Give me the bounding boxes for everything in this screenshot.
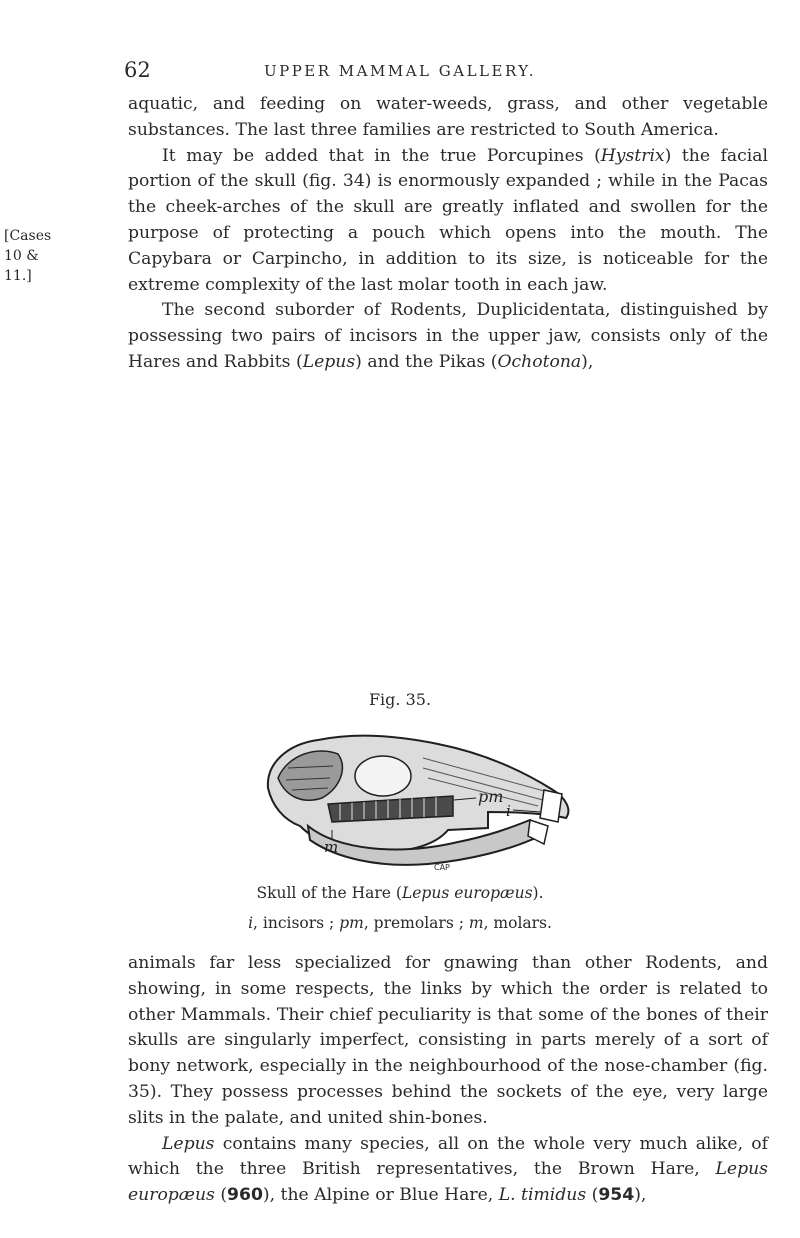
text-span: ), [634,1185,647,1206]
text-block-top [128,92,768,376]
page-number: 62 [124,58,151,82]
upper-incisors [540,790,562,822]
figure-title: Fig. 35. [368,690,432,709]
taxon-lepus-europaeus: Lepus europæus [128,1159,768,1206]
label-i: i [506,802,511,820]
specimen-number: 960 [227,1185,263,1206]
paragraph-duplicidentata [128,298,768,375]
figure-legend [0,914,800,932]
text-span: contains many species, all on the whole very much alike, of which the three British representatives, the Brown Hare, [128,1133,768,1180]
taxon-hystrix: Hystrix [600,145,665,166]
running-head: UPPER MAMMAL GALLERY. [263,62,537,80]
text-span: It may be added that in the true Porcupines ( [162,145,601,166]
taxon-l-timidus: L. timidus [498,1185,587,1206]
text-span: ), [581,351,594,372]
paragraph-lepus [128,1132,768,1209]
text-span: ). [532,884,544,902]
legend-key-pm: pm [339,914,364,932]
legend-key-m: m [468,914,484,932]
paragraph-continued: aquatic, and feeding on water-weeds, grass, and other vegetable substances. The last three families are restricted to South America. [128,94,768,140]
hare-skull-illustration [248,718,578,874]
taxon-lepus: Lepus [302,351,356,372]
text-span: , molars. [483,914,552,932]
text-span: The second suborder of Rodents, Duplicidentata, distinguished by possessing two pairs of incisors in the upper jaw, consists only of the Hares and Rabbits ( [128,300,768,372]
label-pm: pm [478,787,504,806]
legend-key-i: i [248,914,254,932]
margin-note-line-1: [Cases [4,228,52,244]
figure-caption [0,884,800,902]
text-span: ( [586,1185,599,1206]
paragraph-porcupines [128,144,768,299]
paragraph-peculiarities: animals far less specialized for gnawing than other Rodents, and showing, in some respects, the links by which the order is related to other Mammals. Their chief peculiarity is that some of the bones of their skulls are singularly imperfect, consisting in parts merely of a sort of bony network, especially in the neighbourhood of the nose-chamber (fig. 35). They possess processes behind the sockets of the eye, very large slits in the palate, and united shin-bones. [128,953,768,1128]
text-span: ), the Alpine or Blue Hare, [262,1185,499,1206]
orbit [355,756,411,796]
text-block-bottom [128,951,768,1209]
artist-signature: CAP [434,863,450,872]
taxon-ochotona: Ochotona [497,351,582,372]
taxon-lepus: Lepus [162,1133,215,1154]
label-m: m [324,838,339,856]
margin-note [4,226,68,286]
text-span: , incisors ; [253,914,340,932]
text-span: ) and the Pikas ( [355,351,498,372]
caption-taxon: Lepus europæus [401,884,533,902]
text-span: ( [214,1185,228,1206]
text-span: , premolars ; [363,914,469,932]
text-span: ) the facial portion of the skull (fig. 34) is enormously expanded ; while in the Pacas the cheek-arches of the skull are greatly inflated and swollen for the purpose of protecting a pouch which opens into the mouth. The Capybara or Carpincho, in addition to its size, is noticeable for the extreme complexity of the last molar tooth in each jaw. [128,145,768,295]
specimen-number: 954 [598,1185,635,1206]
margin-note-line-2: 10 & 11.] [4,248,39,284]
text-span: Skull of the Hare ( [256,884,402,902]
